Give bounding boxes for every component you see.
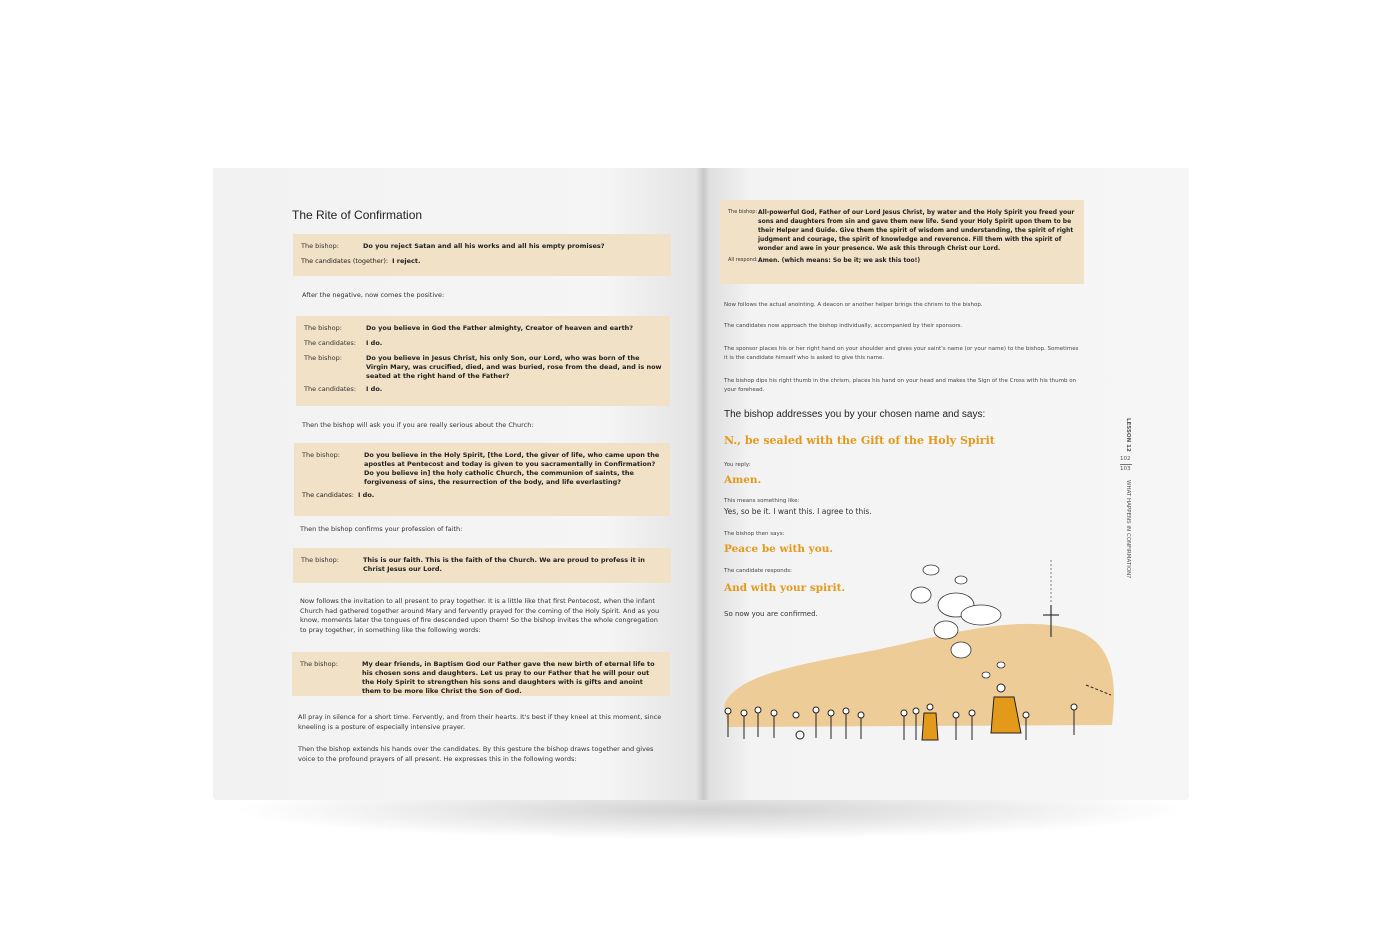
dialogue-row xyxy=(728,208,1076,253)
line: Do you reject Satan and all his works and all his empty promises? xyxy=(363,242,605,250)
line: All-powerful God, Father of our Lord Jesus Christ, by water and the Holy Spirit you freed your sons and daughters from sin and gave them new life. Send your Holy Spirit upon them to be their Helper and Guide. Give them the spirit of wisdom and understanding, the spirit of right judgment and courage, the spirit of knowledge and reverence. Fill them with the spirit of wonder and awe in your presence. We ask this through Christ our Lord. xyxy=(758,209,1075,252)
speaker: The bishop: xyxy=(301,242,339,250)
page-number: 103 xyxy=(1120,466,1131,472)
response-amen: Amen. xyxy=(724,474,762,486)
dialogue-row xyxy=(300,660,662,696)
label: The candidate responds: xyxy=(724,568,792,574)
dialogue-box-prayer xyxy=(720,200,1084,284)
chapter-label: WHAT HAPPENS IN CONFIRMATION? xyxy=(1125,480,1131,579)
speaker: The bishop: xyxy=(304,354,342,362)
lesson-label: LESSON 12 xyxy=(1125,418,1131,452)
formula-text: N., be sealed with the Gift of the Holy Spirit xyxy=(724,434,995,447)
page-title: The Rite of Confirmation xyxy=(292,208,423,222)
page-sidebar xyxy=(1120,418,1134,608)
dialogue-row xyxy=(301,242,663,251)
dialogue-box-3 xyxy=(294,443,670,516)
label: This means something like: xyxy=(724,498,800,504)
line: Amen. (which means: So be it; we ask this too!) xyxy=(758,257,921,264)
speaker: The candidates: xyxy=(302,491,354,499)
meaning-text: Yes, so be it. I want this. I agree to this. xyxy=(724,507,872,516)
speaker: The bishop: xyxy=(301,556,339,564)
speaker: The candidates (together): xyxy=(301,257,389,265)
speaker: The candidates: xyxy=(304,385,356,393)
speaker: The bishop: xyxy=(300,660,338,668)
speaker: All respond: xyxy=(728,257,758,263)
line: I do. xyxy=(358,491,375,499)
paragraph: The candidates now approach the bishop individually, accompanied by their sponsors. xyxy=(724,323,963,329)
closing-text: So now you are confirmed. xyxy=(724,610,818,618)
speaker: The bishop: xyxy=(728,209,758,215)
dialogue-row xyxy=(301,257,663,266)
paragraph: After the negative, now comes the positive: xyxy=(302,291,445,299)
dialogue-row xyxy=(304,339,662,348)
dialogue-row xyxy=(301,556,663,574)
line: I do. xyxy=(366,339,383,347)
peace-text: Peace be with you. xyxy=(724,543,834,555)
paragraph: All pray in silence for a short time. Fervently, and from their hearts. It's best if they kneel at this moment, since kneeling is a posture of especially intensive prayer. xyxy=(298,713,662,731)
paragraph: Now follows the actual anointing. A deacon or another helper brings the chrism to the bishop. xyxy=(724,302,983,308)
label: The bishop then says: xyxy=(724,531,785,537)
paragraph: Then the bishop extends his hands over the candidates. By this gesture the bishop draws together and gives voice to the profound prayers of all present. He expresses this in the following words: xyxy=(298,745,654,763)
dialogue-row xyxy=(304,354,662,381)
dialogue-box-5 xyxy=(292,652,670,696)
dialogue-box-2 xyxy=(296,316,670,406)
paragraph: Now follows the invitation to all present to pray together. It is a little like that first Pentecost, when the infant Church had gathered together around Mary and fervently prayed for the coming of the Holy Spirit. And as you know, moments later the tongues of fire descended upon them! So the bishop invites the whole congregation to pray together, in something like the following words: xyxy=(300,597,660,634)
dialogue-box-1 xyxy=(293,234,671,276)
book-gutter xyxy=(696,168,710,800)
paragraph: The bishop dips his right thumb in the chrism, places his hand on your head and makes the Sign of the Cross with his thumb on your forehead. xyxy=(724,378,1077,393)
paragraph: Then the bishop will ask you if you are really serious about the Church: xyxy=(302,421,534,429)
dialogue-box-4 xyxy=(293,548,671,583)
speaker: The bishop: xyxy=(302,451,340,459)
spirit-text: And with your spirit. xyxy=(724,582,846,594)
page-number-divider xyxy=(1120,464,1132,465)
line: I do. xyxy=(366,385,383,393)
paragraph: Then the bishop confirms your profession of faith: xyxy=(300,525,463,533)
dialogue-row xyxy=(302,491,662,500)
dialogue-row xyxy=(302,451,662,487)
line: I reject. xyxy=(392,257,421,265)
paragraph: The sponsor places his or her right hand on your shoulder and gives your saint's name (or your name) to the bishop. Sometimes it is the candidate himself who is asked to give this name. xyxy=(724,346,1079,361)
speaker: The candidates: xyxy=(304,339,356,347)
speaker: The bishop: xyxy=(304,324,342,332)
confirmation-illustration xyxy=(716,555,1122,755)
dialogue-row xyxy=(304,324,662,333)
line: Do you believe in God the Father almighty, Creator of heaven and earth? xyxy=(366,324,634,332)
dialogue-row xyxy=(728,256,1076,265)
line: Do you believe in Jesus Christ, his only Son, our Lord, who was born of the Virgin Mary, was crucified, died, and was buried, rose from the dead, and is now seated at the right hand of the Father? xyxy=(366,354,662,380)
label: You reply: xyxy=(724,462,751,468)
dialogue-row xyxy=(304,385,662,394)
section-heading: The bishop addresses you by your chosen name and says: xyxy=(724,409,986,420)
line: My dear friends, in Baptism God our Father gave the new birth of eternal life to his chosen sons and daughters. Let us pray to our Father that he will pour out the Holy Spirit to strengthen his sons and daughters with is gifts and anoint them to be more like Christ the Son of God. xyxy=(362,660,655,695)
line: This is our faith. This is the faith of the Church. We are proud to profess it in Christ Jesus our Lord. xyxy=(363,556,645,573)
page-number: 102 xyxy=(1120,456,1131,462)
line: Do you believe in the Holy Spirit, [the Lord, the giver of life, who came upon the apostles at Pentecost and today is given to you sacramentally in Confirmation? Do you believe in] the holy catholic Church, the communion of saints, the forgiveness of sins, the resurrection of the body, and life everlasting? xyxy=(364,451,660,486)
